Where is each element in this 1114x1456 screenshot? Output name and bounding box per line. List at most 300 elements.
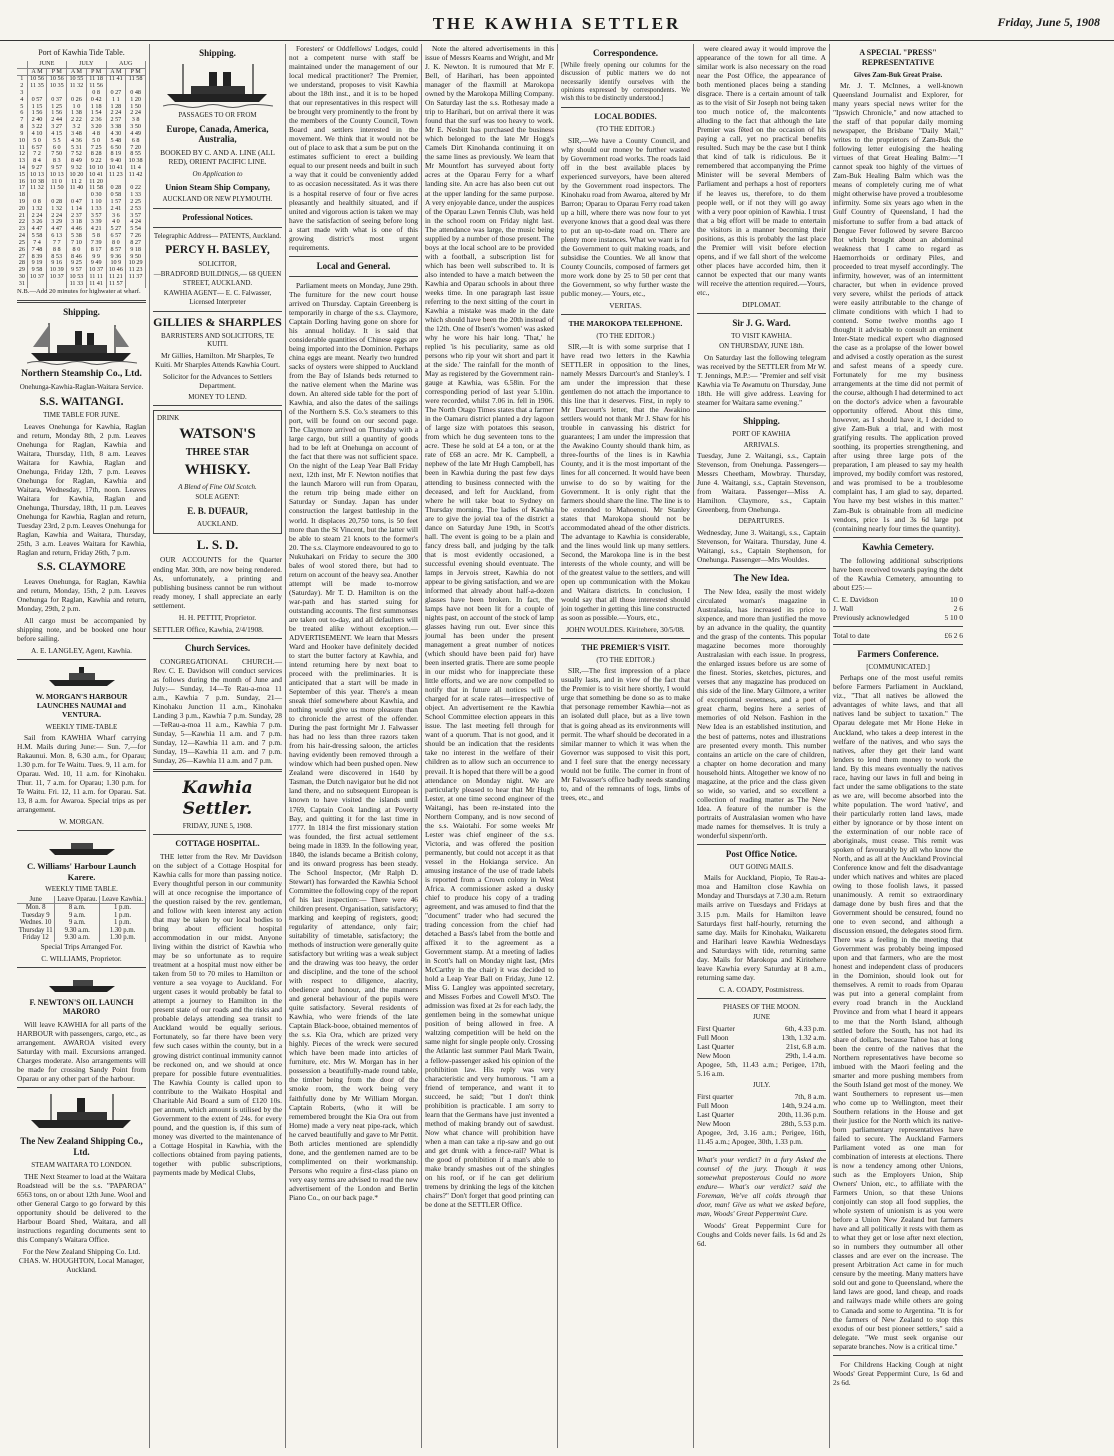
divider bbox=[697, 568, 826, 569]
gs-role: BARRISTERS AND SOLICITORS, TE KUITI. bbox=[161, 331, 274, 349]
tide-cell: 10 56 bbox=[47, 76, 67, 83]
tide-cell: 11 bbox=[17, 145, 27, 152]
cemetery-name: C. E. Davidson bbox=[833, 594, 879, 604]
cemetery-total-value: £6 2 6 bbox=[944, 630, 963, 640]
williams-row bbox=[17, 927, 146, 934]
new-idea-body: The New Idea, easily the most widely circulated woman's magazine in Australasia, has increased its price to sixpence, and more than justified the move by an advance in the quality, the quantity and the grasp of the contents. This popular magazine becomes more thoroughly Australasian with each issue. In progress, the enlarged issues before us are some of the finest. Stories, sketches, pictures, and verses that any magazine has produced on this side of the line. Mary Gilmore, a writer of exceptional sweetness, and a poet of great charm, begins here a series of memories of old Nelson. Fashion in the New Idea is an established institution, and the best of patterns, notes and illustrations are presented every month. This number contains an article on the care of children, a chapter on home decoration and many household hints. Altogether we know of no magazine, at the price and the class given so wide, so varied, and so excellent a collection of reading matter as The New Idea. A feature of the number is the portraits of Australasian women who have made names for themselves. It is truly a wonderful sixpenn'orth. bbox=[697, 587, 826, 840]
whisky-drink: DRINK bbox=[157, 414, 180, 423]
tide-cell: 10 20 bbox=[67, 172, 87, 179]
moon-phase-name: Last Quarter bbox=[697, 1109, 735, 1119]
tide-cell: 8 4 bbox=[27, 158, 47, 165]
tide-cell: 4 47 bbox=[27, 226, 47, 233]
cemetery-heading: Kawhia Cemetery. bbox=[862, 541, 934, 552]
moon-phase-row bbox=[697, 1051, 826, 1060]
cemetery-list bbox=[833, 595, 963, 622]
moon-phase-time: 6th, 4.33 p.m. bbox=[784, 1023, 826, 1033]
nzs-heading: The New Zealand Shipping Co., Ltd. bbox=[20, 1136, 143, 1158]
divider bbox=[561, 107, 690, 108]
shipping-heading: Shipping. bbox=[199, 48, 236, 58]
tide-cell: 17 bbox=[17, 185, 27, 192]
tide-cell: 1 28 bbox=[106, 104, 126, 111]
gs-solicitor: Solicitor for the Advances to Settlers Department. bbox=[163, 371, 272, 390]
tide-cell: 3 29 bbox=[47, 219, 67, 226]
tide-cell: 9 57 bbox=[47, 165, 67, 172]
tide-cell: 10 29 bbox=[126, 260, 146, 267]
tide-cell: 3 50 bbox=[126, 124, 146, 131]
williams-signature: C. WILLIAMS, Proprietor. bbox=[41, 953, 122, 963]
tide-cell: 7 10 bbox=[67, 240, 87, 247]
newspaper-flag: Kawhia Settler. bbox=[182, 778, 253, 819]
tide-column-header: A M bbox=[27, 68, 47, 76]
tide-cell: 10 13 bbox=[47, 172, 67, 179]
church-heading: Church Services. bbox=[184, 642, 251, 653]
tide-cell: 2 36 bbox=[86, 117, 106, 124]
launch-icon bbox=[47, 835, 117, 857]
divider bbox=[697, 411, 826, 412]
tide-cell: 21 bbox=[17, 213, 27, 220]
tide-cell: 3 2 bbox=[67, 124, 87, 131]
newton-heading: F. NEWTON'S OIL LAUNCH MARORO bbox=[29, 997, 134, 1017]
tide-cell: 10 41 bbox=[86, 172, 106, 179]
professional-heading: Professional Notices. bbox=[182, 212, 253, 222]
williams-table-body bbox=[17, 904, 146, 942]
tide-cell: 1 bbox=[17, 76, 27, 83]
usc-location: AUCKLAND OR NEW PLYMOUTH. bbox=[162, 195, 273, 204]
waitangi-name: S.S. WAITANGI. bbox=[39, 395, 124, 408]
claymore-name: S.S. CLAYMORE bbox=[37, 561, 126, 574]
williams-cell: 1 p.m. bbox=[100, 904, 146, 912]
telegraphic-address: Telegraphic Address— PATENTS, Auckland. bbox=[153, 231, 282, 240]
tide-cell: 14 bbox=[17, 165, 27, 172]
williams-cell: Tuesday 9 bbox=[17, 912, 55, 919]
tide-cell: 27 bbox=[17, 254, 27, 261]
tide-cell: 9 16 bbox=[47, 260, 67, 267]
whisky-agent-name: E. B. DUFAUR, bbox=[187, 505, 248, 516]
tide-cell: 2 24 bbox=[126, 110, 146, 117]
column-2 bbox=[150, 44, 286, 1448]
tide-cell: 9 19 bbox=[27, 260, 47, 267]
tide-cell: 1 33 bbox=[86, 206, 106, 213]
pettit-date: SETTLER Office, Kawhia, 2/4/1908. bbox=[153, 624, 264, 634]
moon-phase-time: 29th, 1.4 a.m. bbox=[785, 1050, 826, 1060]
cottage-body: THE letter from the Rev. Mr Davidson on the subject of a Cottage Hospital for Kawhia calls for more than passing notice. Every thoughtful person in our community will at once recognise the importance of the question raised by the rev. gentleman, and follow with keen interest any action that may be taken by our local bodies to bring about efficient hospital accommodation in our midst. Anyone living within the district of Kawhia who may be so unfortunate as to require treatment at a hospital must now either be taken from 50 to 70 miles to Hamilton or venture a sea voyage to Auckland. For urgent cases it would probably be fatal to attempt a journey to Hamilton in the present state of our roads and the risks and probable delays attending sea transit to Auckland would be equally serious. Fortunately, so far there have been very few such cases within the county, but in a growing district continual immunity cannot be reckoned on, and we should at once prepare for possible future eventualities. The Kawhia County is called upon to contribute to the Waikato Hospital and Charitable Aid Board a sum of £120 10s. per annum, which amount is utilised by the Government to the extent of 24s. for every pound, and the question is, if this sum of money was diverted to the maintenance of a Cottage Hospital in Kawhia, with the collections obtained from paying patients, together with public subscriptions, payments made by Medical Clubs, bbox=[153, 851, 282, 1177]
woods-advert: Woods' Great Peppermint Cure for Coughs and Colds never fails. 1s 6d and 2s 6d. bbox=[697, 1220, 826, 1249]
tide-cell: 3 bbox=[17, 90, 27, 97]
tide-cell: 1 0 bbox=[67, 104, 87, 111]
tide-cell: 18 bbox=[17, 192, 27, 199]
divider bbox=[153, 227, 282, 228]
tide-cell: 7 20 bbox=[126, 145, 146, 152]
williams-row bbox=[17, 934, 146, 941]
moon-phase-row bbox=[697, 1024, 826, 1033]
moon-phase-name: New Moon bbox=[697, 1050, 731, 1060]
masthead-title: THE KAWHIA SETTLER bbox=[432, 14, 682, 33]
tide-cell: 2 44 bbox=[47, 117, 67, 124]
tide-cell: 7 7 bbox=[47, 240, 67, 247]
whisky-watsons: WATSON'S bbox=[179, 425, 256, 442]
tide-cell: 2 22 bbox=[67, 117, 87, 124]
tide-cell: 7 52 bbox=[67, 151, 87, 158]
divider bbox=[697, 998, 826, 999]
tide-row bbox=[17, 281, 146, 288]
masthead-date: Friday, June 5, 1908 bbox=[997, 15, 1100, 29]
local-bodies-body: SIR,—We have a County Council, and why should our money be further wasted by Government road works. The roads laid off in the best available places by experienced surveyors, have been altered by the Government road inspectors. The Kinohaku road from Awaroa, altered by Mr Barron; Oparau to Oparau Ferry road taken up a hill, where there was now four to yet everyone knows that a good deal was there to put an up-to-date road on. There are plenty more instances. What we want is for the Government to quit making roads, and subsidise the Counties. We all know that County Councils, composed of farmers get more work done by 25 to 50 per cent that the Government, so why further waste the public money.— Yours, etc., bbox=[561, 135, 690, 299]
visit-kawhia-heading: TO VISIT KAWHIA. bbox=[731, 331, 792, 340]
tide-cell: 23 bbox=[17, 226, 27, 233]
tide-cell: 4 49 bbox=[126, 131, 146, 138]
usc-name: Union Steam Ship Company, bbox=[165, 182, 270, 193]
tide-cell: 7 26 bbox=[126, 233, 146, 240]
editorial-continued: Foresters' or Oddfellows' Lodges, could not a competent nurse with staff be maintained under the management of our local medical practitioner? The Premier, we understand, proposes to visit Kawhia about the 18th inst., and it is to be hoped that our representatives in this respect will be brought very prominently to the front by the members of the County Council, Town Board and settlers interested in the movement. We think that it would not be out of place to ask that a sum be put on the estimates sufficient to erect a building equal to our present needs and built in such a way that it could be conveniently added to as occasion necessitated. As it was there is a hospital reserve of four or five acres pleasantly and healthily situated, and if united and vigorous action is taken we may have the satisfaction of seeing before long a start made with what is one of this growing district's most urgent requirements. bbox=[289, 44, 418, 252]
to-editor-label: (TO THE EDITOR.) bbox=[596, 331, 655, 340]
tide-cell: 2 37 bbox=[67, 213, 87, 220]
williams-heading: C. Williams' Harbour Launch Karere. bbox=[26, 861, 137, 882]
morgan-body: Sail from KAWHIA Wharf carrying H.M. Mails during June:— Sun. 7,—for Rakaunui. Mon. 8, 6.30 a.m., for Oparau; 1.30 p.m. for Te Waitu. Tues. 9, 11 a.m. for Oparau. Wed. 10, 11 a.m. for Kinohaku. Thur. 11, 7 a.m. for Oparau; 1.30 p.m. for Te Waitu. Fri. 12, 11 a.m. for Oparau. Sat. 13, 8 a.m. for Awaroa. Special trips as per arrangement. bbox=[17, 733, 146, 815]
tide-cell: 0 8 bbox=[27, 199, 47, 206]
tide-cell: 3 27 bbox=[47, 124, 67, 131]
tide-cell: 7 48 bbox=[27, 247, 47, 254]
tide-cell: 10 35 bbox=[47, 83, 67, 90]
tide-cell: 8 19 bbox=[106, 151, 126, 158]
tide-cell: 8 bbox=[17, 124, 27, 131]
williams-column-header: Leave Oparau. bbox=[55, 896, 100, 904]
tide-cell: 0 28 bbox=[106, 185, 126, 192]
tide-cell: 4 21 bbox=[86, 226, 106, 233]
tide-cell: 5 bbox=[17, 104, 27, 111]
farmers-heading: Farmers Conference. bbox=[857, 648, 939, 659]
waitangi-subtitle: TIME TABLE FOR JUNE. bbox=[43, 411, 120, 420]
tide-cell: 2 24 bbox=[47, 213, 67, 220]
tide-cell: 9 57 bbox=[67, 267, 87, 274]
tide-cell: 5 48 bbox=[106, 138, 126, 145]
tide-cell: 0 28 bbox=[47, 199, 67, 206]
farmers-subtitle: [COMMUNICATED.] bbox=[866, 662, 930, 671]
divider bbox=[697, 844, 826, 845]
cemetery-name: Previously acknowledged bbox=[833, 612, 910, 622]
passages-body: BOOKED BY C. AND A. LINE (ALL RED), ORIENT PACIFIC LINE. bbox=[160, 148, 275, 167]
tide-column-header: P M bbox=[86, 68, 106, 76]
post-office-signature: C. A. COADY, Postmistress. bbox=[718, 984, 805, 994]
tide-cell: 0 58 bbox=[106, 192, 126, 199]
moon-phase-name: First Quarter bbox=[697, 1023, 735, 1033]
williams-row bbox=[17, 904, 146, 912]
moon-phase-name: Last Quarter bbox=[697, 1041, 735, 1051]
tide-cell: 9 25 bbox=[67, 260, 87, 267]
church-body: CONGREGATIONAL CHURCH.—Rev. C. E. Davidson will conduct services as follows during the month of June and July:— Sunday, 14—Te Rau-a-moa 11 a.m., Kawhia 7 p.m. Sunday, 21—Kinohaku Junction 11 a.m., Kinohaku Landing 3 p.m., Kawhia 7 p.m. Sunday, 28—TeRau-a-moa 11 a.m., Kawhia 7 p.m. Sunday, 5—Kawhia 11 a.m. and 7 p.m. Sunday, 12—Kawhia 11 a.m. and 7 p.m. Sunday, 19—Kawhia 11 a.m. and 7 p.m. Sunday, 26—Kawhia 11 a.m. and 7 p.m. bbox=[153, 656, 282, 766]
tide-cell: 3 20 bbox=[86, 124, 106, 131]
cemetery-amount: 5 10 0 bbox=[944, 612, 963, 622]
tide-cell: 4 36 bbox=[67, 138, 87, 145]
tide-cell: 10 37 bbox=[86, 267, 106, 274]
tide-cell: 5 31 bbox=[67, 145, 87, 152]
shipping-heading: Shipping. bbox=[743, 416, 780, 427]
tide-cell: 20 bbox=[17, 206, 27, 213]
tide-cell: 5 54 bbox=[126, 226, 146, 233]
tide-column-header: A M bbox=[67, 68, 87, 76]
steamship-icon bbox=[163, 62, 273, 108]
tide-cell: 11 33 bbox=[67, 281, 87, 288]
tide-cell: 5 38 bbox=[67, 233, 87, 240]
tide-cell: 5 0 bbox=[27, 138, 47, 145]
diplomat-signature: DIPLOMAT. bbox=[742, 299, 781, 309]
june-moon-list bbox=[697, 1024, 826, 1060]
tide-cell: 3 22 bbox=[27, 124, 47, 131]
local-bodies-signature: VERITAS. bbox=[609, 301, 642, 311]
williams-note: Special Trips Arranged For. bbox=[40, 941, 123, 951]
tide-cell: 8 17 bbox=[86, 247, 106, 254]
local-general-body: Parliament meets on Monday, June 29th. The furniture for the new court house arrived on Thursday. Captain Greenberg is temporarily in charge of the s.s. Claymore, Captain Dorling having gone on shore for his annual holiday. It is said that considerable quantities of Chinese eggs are being imported into the Dominion. Perhaps china eggs are meant. Nearly two hundred sacks of oysters were shipped to Auckland from the Bay of Islands beds returned to the native element when the Marine was down. An altered side table for the port of Kawhia, and also the dates of the sailings of the Northern S.S. Co.'s steamers to this port, will be found on our second page. The Claymore arrived on Thursday with a large cargo, but still a quantity of goods had to be left at Onehunga on account of the fact that there was not sufficient space. On the night of the Leap Year Ball Friday next, 12th inst, Mr F. Newton notifies that the launch Maroro will run from Oparau, the return trip being made either on Saturday or Sunday. Japan has under construction the largest battleship in the world. It displaces 20,750 tons, is 50 feet more than the St Vincent, but the latter will be able to steam 21 knots to the former's 20. The s.s. Claymore endeavoured to go to Nukuhakari on Friday to secure the 300 bales of wool stored there, but had to return on account of the heavy sea. Another attempt will be made to-morrow (Saturday). Mr T. D. Hamilton is on the war-path and has started suing for outstanding accounts. The first summonses are taken out to-day, and all defaulters will be treated alike without exception.—ADVERTISEMENT. We learn that Messrs Ward and Hooker have definitely decided to start the butter factory at Kawhia, and intend returning here by next boat to proceed with the preliminaries. It is anticipated that a start will be made in September of this year. There's a mean sneak thief somewhere about Kawhia, and nothing would give us more pleasure than to chronicle the arrest of the offender. During the past fortnight Mr J. Falwasser has had no less than three razors taken from his hair-dressing saloon, the articles having evidently been removed through a window which had been pushed open. New Zealand were discovered in 1640 by Tasman, the Dutch navigator but he did not land there, and no subsequent European is known to have visited the islands until 1769, Captain Cook landing at Poverty Bay, and quitting it for the last time in 1777. In 1814 the first missionary station was founded, the first actual settlement being made in 1839. In the following year, 1840, the islands became a British colony, and its onward progress has been steady. The School Inspector, (Mr Ralph D. Stewart) has forwarded the Kawhia School Committee the following copy of the report of his last inspection:— There were 46 children present. Organisation, satisfactory; marking and keeping of registers, good; regularity of attendance, only fair; suitability of timetable, satisfactory; the methods of instruction were generally quite satisfactory but writing was a weak subject and the drawing was too heavy, the order and discipline, and the tone of the school with respect to diligence, alacrity, obedience and honour, and the manners and general behaviour of the pupils were quite satisfactory. Several residents of Kawhia, who were friends of the late Captain Black-booe, obtained mementos of the s.s. Kia Ora, which are prized very highly. Pieces of the wreck were secured which have been made into articles of furniture, etc. Mrs W. Morgan has in her possession a beautifully-made round table, the timber being from the door of the smoke room, the work being very faithfully done by Mr William Morgan. Captain Roberts, (who it will be remembered brought the Kia Ora out from Home) made a very neat pipe-rack, which he carved beautifully and gave to Mr Pettit. Both articles mentioned are splendidly done, and the gentlemen named are to be complimented on their workmanship. Persons who require a first-class piano on very easy terms are advised to read the new advertisement of the London and Berlin Piano Co., on our back page.* bbox=[289, 280, 418, 1202]
tide-cell: 2 24 bbox=[27, 213, 47, 220]
june-label: JUNE bbox=[752, 1013, 771, 1022]
tide-cell: 11 57 bbox=[106, 281, 126, 288]
tide-cell: 11 41 bbox=[86, 281, 106, 288]
tide-cell: 11 23 bbox=[106, 172, 126, 179]
tide-cell: 2 53 bbox=[126, 206, 146, 213]
cottage-heading: COTTAGE HOSPITAL. bbox=[175, 839, 260, 849]
tide-row bbox=[17, 83, 146, 90]
moon-phase-row bbox=[697, 1119, 826, 1128]
tide-cell: 10 56 bbox=[27, 76, 47, 83]
tide-cell: 3 48 bbox=[67, 131, 87, 138]
morgan-timetable-title: WEEKLY TIME-TABLE bbox=[45, 722, 118, 731]
launch-icon bbox=[47, 664, 117, 688]
column-1 bbox=[14, 44, 150, 1448]
tide-cell: 1 10 bbox=[86, 199, 106, 206]
tide-cell: 6 8 bbox=[126, 138, 146, 145]
steamship-icon bbox=[27, 321, 137, 365]
tide-cell: 2 25 bbox=[126, 199, 146, 206]
williams-cell: 9.30 a.m. bbox=[55, 934, 100, 941]
column-6 bbox=[694, 44, 830, 1448]
tide-cell: 1 54 bbox=[86, 110, 106, 117]
williams-cell: Friday 12 bbox=[17, 934, 55, 941]
premier-visit-continued: were cleared away it would improve the appearance of the town for all time. A similar work is also necessary on the road near the Post Office, the appearance of both mentioned places being a standing disgrace. There is a certain amount of talk as to the visit of Sir Joseph not being taken too much notice of, the malcontents alluding to the fact that although the late Premier was fêted on the occasion of his paying a call, yet no practical benefits resulted. Such may be the case but I think that kind of talk is ridiculous. Be it remembered that accompanying the Prime Minister will be several Members of Parliament and perhaps a host of reporters if he leaves us, therefore, to do them people well, or if not they will go away with a very poor opinion of Kawhia. I trust that a big effort will be made to entertain the visitors in a manner becoming their positions, as this is probably the last place the Premier will visit before election opens, and if we fall short of the welcome other places have accorded him, then it cannot be expected that our many wants will receive the attention required.—Yours, etc., bbox=[697, 44, 826, 297]
tide-cell: 10 37 bbox=[47, 274, 67, 281]
tide-cell: 0 27 bbox=[106, 90, 126, 97]
tide-cell: 4 47 bbox=[47, 226, 67, 233]
williams-header-row bbox=[17, 896, 146, 904]
tide-cell: 11 2 bbox=[67, 179, 87, 186]
tide-cell: 9 49 bbox=[86, 260, 106, 267]
tide-cell: 11 18 bbox=[86, 76, 106, 83]
column-7 bbox=[830, 44, 966, 1448]
june-note: Apogee, 5th, 11.43 a.m.; Perigee, 17th, 5.16 a.m. bbox=[697, 1059, 826, 1078]
tide-cell: 11 21 bbox=[106, 274, 126, 281]
tide-cell: 5 58 bbox=[27, 233, 47, 240]
tide-cell: 10 53 bbox=[67, 274, 87, 281]
tide-cell: 9 32 bbox=[67, 165, 87, 172]
lsd-body: OUR ACCOUNTS for the Quarter ending Mar. 30th, are now being rendered. As, unfortunately, a printing and publishing business cannot be run without ready money, I shall appreciate an early settlement. bbox=[153, 555, 282, 610]
whisky-whisky: WHISKY. bbox=[184, 461, 251, 478]
tide-cell: 1 32 bbox=[27, 206, 47, 213]
tide-cell: 7 50 bbox=[47, 151, 67, 158]
tide-cell: 22 bbox=[17, 219, 27, 226]
post-office-subtitle: OUT GOING MAILS. bbox=[729, 862, 794, 871]
tide-cell: 10 13 bbox=[27, 172, 47, 179]
local-bodies-heading: LOCAL BODIES. bbox=[594, 112, 657, 122]
tide-cell: 1 20 bbox=[126, 97, 146, 104]
williams-table bbox=[17, 896, 146, 942]
masthead bbox=[0, 0, 1114, 41]
basley-agent: KAWHIA AGENT— E. C. Falwasser, Licensed Interpreter bbox=[163, 289, 272, 306]
tide-cell: 1 25 bbox=[47, 104, 67, 111]
tide-cell: 11 11 bbox=[86, 274, 106, 281]
nsc-route: Onehunga-Kawhia-Raglan-Waitara Service. bbox=[19, 383, 144, 392]
tide-cell: 2 40 bbox=[27, 117, 47, 124]
july-label: JULY. bbox=[752, 1081, 771, 1090]
tide-cell: 11 35 bbox=[27, 83, 47, 90]
nzs-subtitle: STEAM WAITARA TO LONDON. bbox=[31, 1161, 132, 1170]
williams-cell: 9.30 a.m. bbox=[55, 927, 100, 934]
cemetery-body: The following additional subscriptions have been received towards paying the debt of the Kawhia Cemetery, amounting to about £25:— bbox=[833, 555, 963, 592]
moon-heading: PHASES OF THE MOON. bbox=[723, 1002, 800, 1011]
moon-phase-time: 28th, 5.53 p.m. bbox=[781, 1118, 826, 1128]
tide-cell: 13 bbox=[17, 158, 27, 165]
tide-cell: 8 0 bbox=[106, 240, 126, 247]
divider bbox=[17, 659, 146, 660]
passages-apply: On Application to bbox=[192, 169, 243, 178]
divider bbox=[153, 405, 282, 406]
williams-subtitle: WEEKLY TIME TABLE. bbox=[45, 885, 118, 894]
tide-cell: 3 57 bbox=[126, 213, 146, 220]
verse: What's your verdict? in a fury Asked the counsel of the jury. Though it was somewhat preposterous Could no more endure— What's our verdict? said the Foreman, We've all colds through that door, man! Give us what we asked before, man, Woods' Great Peppermint Cure. bbox=[697, 1154, 826, 1218]
passages-destinations: Europe, Canada, America, Australia, bbox=[166, 123, 269, 145]
tide-cell: 24 bbox=[17, 233, 27, 240]
tide-cell: 11 58 bbox=[86, 185, 106, 192]
tide-cell: 3 57 bbox=[86, 213, 106, 220]
pettit-signature: H. H. PETTIT, Proprietor. bbox=[178, 612, 257, 622]
tide-cell bbox=[27, 281, 47, 288]
tide-cell: 5 27 bbox=[106, 226, 126, 233]
tide-cell: 7 25 bbox=[86, 145, 106, 152]
whisky-three-star: THREE STAR bbox=[185, 446, 250, 458]
tide-cell: 1 56 bbox=[47, 110, 67, 117]
moon-phase-name: Full Moon bbox=[697, 1100, 729, 1110]
tide-note: N.B.—Add 20 minutes for highwater at wharf. bbox=[17, 287, 141, 295]
tide-cell: 10 37 bbox=[27, 274, 47, 281]
tide-cell: 0 37 bbox=[47, 97, 67, 104]
divider bbox=[289, 256, 418, 257]
press-heading: A SPECIAL "PRESS" REPRESENTATIVE bbox=[859, 48, 937, 67]
tide-cell: 9 18 bbox=[126, 247, 146, 254]
moon-phase-name: Full Moon bbox=[697, 1032, 729, 1042]
basley-name: PERCY H. BASLEY, bbox=[165, 244, 270, 257]
divider bbox=[153, 769, 282, 772]
divider bbox=[17, 1087, 146, 1088]
tide-column-header: P M bbox=[47, 68, 67, 76]
tide-cell: 9 50 bbox=[126, 254, 146, 261]
post-office-body: Mails for Auckland, Piopio, Te Rau-a-moa and Hamilton close Kawhia on Monday and Thursdays at 7.30 a.m. Return mails arrive on Tuesdays and Fridays at 3.15 p.m. Mails for Hamilton leave Saturdays first half-hourly, returning the same day. Mails for Kinohaku, Waikaretu and Harihari leave Kawhia Wednesdays and Saturdays with tide, returning same day. Mails for Marokopa and Kiritehere leave Kawhia every Saturday at 8 a.m., returning same day. bbox=[697, 873, 826, 982]
moon-phase-time: 20th, 11.36 p.m. bbox=[777, 1109, 826, 1119]
departures-body: Wednesday, June 3. Waitangi, s.s., Captain Stevenson, for Waitara. Thursday, June 4. Waitangi, s.s., Captain Stephenson, for Onehunga. Passenger—Mrs Wouldes. bbox=[697, 527, 826, 564]
tide-cell: 0 26 bbox=[67, 97, 87, 104]
divider bbox=[697, 1150, 826, 1151]
tide-cell: 1 14 bbox=[67, 206, 87, 213]
tide-cell: 1 57 bbox=[106, 199, 126, 206]
tide-cell: 6 13 bbox=[47, 233, 67, 240]
tide-row bbox=[17, 185, 146, 192]
divider bbox=[833, 626, 963, 627]
tide-cell: 11 32 bbox=[27, 185, 47, 192]
tide-cell bbox=[47, 281, 67, 288]
tide-cell: 1 32 bbox=[47, 206, 67, 213]
tide-month-header: AUG bbox=[106, 61, 146, 68]
divider bbox=[697, 313, 826, 314]
tide-cell: 5 8 bbox=[86, 233, 106, 240]
tide-month-header: JUNE bbox=[27, 61, 66, 68]
tide-cell: 9 40 bbox=[106, 158, 126, 165]
cemetery-row bbox=[833, 595, 963, 604]
tide-cell: 30 bbox=[17, 274, 27, 281]
divider bbox=[833, 537, 963, 538]
tide-cell: 1 50 bbox=[126, 104, 146, 111]
passages-title: PASSAGES TO OR FROM bbox=[178, 110, 257, 119]
visit-kawhia-date: ON THURSDAY, JUNE 18th. bbox=[719, 342, 804, 351]
divider bbox=[17, 830, 146, 831]
port-label: PORT OF KAWHIA bbox=[732, 430, 791, 439]
marokopa-body: SIR,—It is with some surprise that I have read two letters in the Kawhia SETTLER in opposition to the lines, namely Messrs Darcourt's and Stanley's. I am under the impression that these gentlemen do not attach the importance to this line that it deserves. First, in reply to Mr Darcourt's letter, that the Awakino settlers would not thank Mr J. Shaw for his trouble in canvassing his district for guarantees; I am under the impression that the Awakino County should thank him, as three-fourths of the lines is in Kawhia County, and it is the most important of the lines for all concerned. It would have been unwise to do so by waiting for the Government. It is only right that the farmers should share the line. The line is to be extended to Mahoenui. Mr Stanley states that Marokopa should not be accommodated ahead of the other districts. The advantage to Kawhia is considerable, and the lines would link up many settlers. Second, the Marokopa line is in the best interests of the whole county, and will be of the greatest value to the settlers, and will open up communication with the Mokau and Waitara districts. In conclusion, I would say that all those interested should join together in getting this line constructed as soon as possible.—Yours, etc., bbox=[561, 342, 690, 622]
tide-cell: 9 27 bbox=[27, 165, 47, 172]
tide-cell: 9 9 bbox=[86, 254, 106, 261]
tide-cell: 11 50 bbox=[47, 185, 67, 192]
post-office-heading: Post Office Notice. bbox=[725, 848, 798, 859]
column-3 bbox=[286, 44, 422, 1448]
moon-phase-time: 13th, 1.32 a.m. bbox=[781, 1032, 826, 1042]
moon-phase-row bbox=[697, 1042, 826, 1051]
williams-cell: Mon. 8 bbox=[17, 904, 55, 912]
tide-cell: 3 26 bbox=[27, 219, 47, 226]
tide-cell: 3 18 bbox=[67, 219, 87, 226]
tide-cell: 11 42 bbox=[126, 172, 146, 179]
departures-heading: DEPARTURES. bbox=[738, 517, 785, 526]
visit-kawhia-body: On Saturday last the following telegram was received by the SETTLER from Mr W. T. Jennings, M.P.:— "Premier and self visit Kawhia via Te Awamutu on Thursday, June 18th. He will give address. Leaving for steamer for Waitara same evening." bbox=[697, 352, 826, 408]
waitangi-body: Leaves Onehunga for Kawhia, Raglan and return, Monday 8th, 2 p.m. Leaves Onehunga for Raglan, Kawhia and Waitara, Thursday, 11th, 8 a.m. Leaves Waitara for Kawhia, Raglan and Onehunga, Friday 12th, 7 p.m. Leaves Onehunga for Raglan, Kawhia and Waitara, Wednesday, 17th, noon. Leaves Waitara for Kawhia, Raglan and Onehunga, Thursday, 18th, 11 p.m. Leaves Onehunga for Kawhia, Raglan and return, Tuesday 23rd, 2 p.m. Leaves Onehunga for Raglan, Kawhia and Waitara, Thursday, 25th, 3 a.m. Leaves Waitara for Kawhia, Raglan and return, Friday 26th, 7 p.m. bbox=[17, 421, 146, 558]
tide-cell: 10 41 bbox=[106, 165, 126, 172]
tide-cell: 8 57 bbox=[106, 247, 126, 254]
tide-cell: 0 42 bbox=[86, 97, 106, 104]
divider bbox=[833, 644, 963, 645]
tide-cell: 5 5 bbox=[47, 138, 67, 145]
divider bbox=[561, 638, 690, 639]
tide-cell: 12 bbox=[17, 151, 27, 158]
tide-cell: 11 23 bbox=[126, 267, 146, 274]
cemetery-total-label: Total to date bbox=[833, 630, 870, 640]
moon-phase-name: First quarter bbox=[697, 1091, 734, 1101]
tide-cell: 1 18 bbox=[86, 104, 106, 111]
tide-cell: 10 38 bbox=[27, 179, 47, 186]
tide-cell: 31 bbox=[17, 281, 27, 288]
tide-cell: 4 15 bbox=[47, 131, 67, 138]
tide-cell: 11 0 bbox=[47, 179, 67, 186]
tide-cell: 11 4 bbox=[126, 165, 146, 172]
tide-cell: 6 0 bbox=[47, 145, 67, 152]
tide-cell: 10 10 bbox=[86, 165, 106, 172]
nzs-body: THE Next Steamer to load at the Waitara Roadstead will be the s.s. "PAPAROA" 6563 tons, on or about 12th June. Wool and other General Cargo to go forward by this opportunity should be delivered to the Harbour Board Shed, Waitara, and all instructions regarding documents sent to this Company's Waitara Office. bbox=[17, 1171, 146, 1244]
tide-cell: 9 22 bbox=[86, 158, 106, 165]
cemetery-total-row bbox=[833, 631, 963, 640]
tide-cell: 0 47 bbox=[67, 199, 87, 206]
tide-cell: 3 39 bbox=[86, 219, 106, 226]
tide-cell: 8 8 bbox=[47, 247, 67, 254]
cemetery-amount: 2 6 bbox=[953, 603, 963, 613]
williams-cell: 9 a.m. bbox=[55, 919, 100, 926]
divider bbox=[153, 638, 282, 639]
cargo-note: All cargo must be accompanied by shipping note, and be booked one hour before sailing. bbox=[17, 616, 146, 644]
tide-cell: 25 bbox=[17, 240, 27, 247]
press-body: Mr. J. T. McInnes, a well-known Queensland Journalist and Explorer, for many years special news writer for the "Ipswich Chronicle," and now attached to the staff of that popular daily morning newspaper, the Brisbane "Daily Mail," writes to the proprietors of Zam-Buk the following letter eulogising the healing virtues of that Great Healing Balm:—"I cannot speak too highly of the virtues of Zam-Buk Healing Balm which was the means of completely curing me of what might otherwise have proved a troublesome infirmity. Some six years ago when in the Gulf Country of Queensland, I had the misfortune to suffer from a bad attack of Dengue Fever followed by severe Barcoo Rot which brought about an abdominal weakness that I came to regard as Haemorrhoids or ordinary Piles, and proceeded to treat myself accordingly. The infirmity, however, was of an intermittent character, but when in evidence proved very severe, whilst the periods of attack were easily attributable to the change of climate conditions with which I had to contend. Some twelve months ago I thought it advisable to consult an eminent Inter-State medical expert who diagnosed the case as a prolapse of the lower bowel and advised a costly operation as the surest and safest means of a speedy cure. Fortunately for me my business arrangements at the time did not permit of the course, although I had determined to act on the doctor's advice when a favourable opportunity offered. About this time, however, as I should have it, I decided to give Zam-Buk a trial, and with most gratifying results. The application proved soothing, its properties strengthening, and after using three large pots of the preparation, I am pleased to say my health improved, my bodily comfort was restored, and was promised to be a troublesome complaint has, I am glad to say, departed. You have my best wishes in this matter." Zam-Buk is obtainable from all medicine vendors, price 1s and 3s 6d large pot (containing nearly four times the quantity). bbox=[833, 81, 963, 533]
williams-cell: 1.30 p.m. bbox=[100, 934, 146, 941]
tide-cell: 8 39 bbox=[27, 254, 47, 261]
